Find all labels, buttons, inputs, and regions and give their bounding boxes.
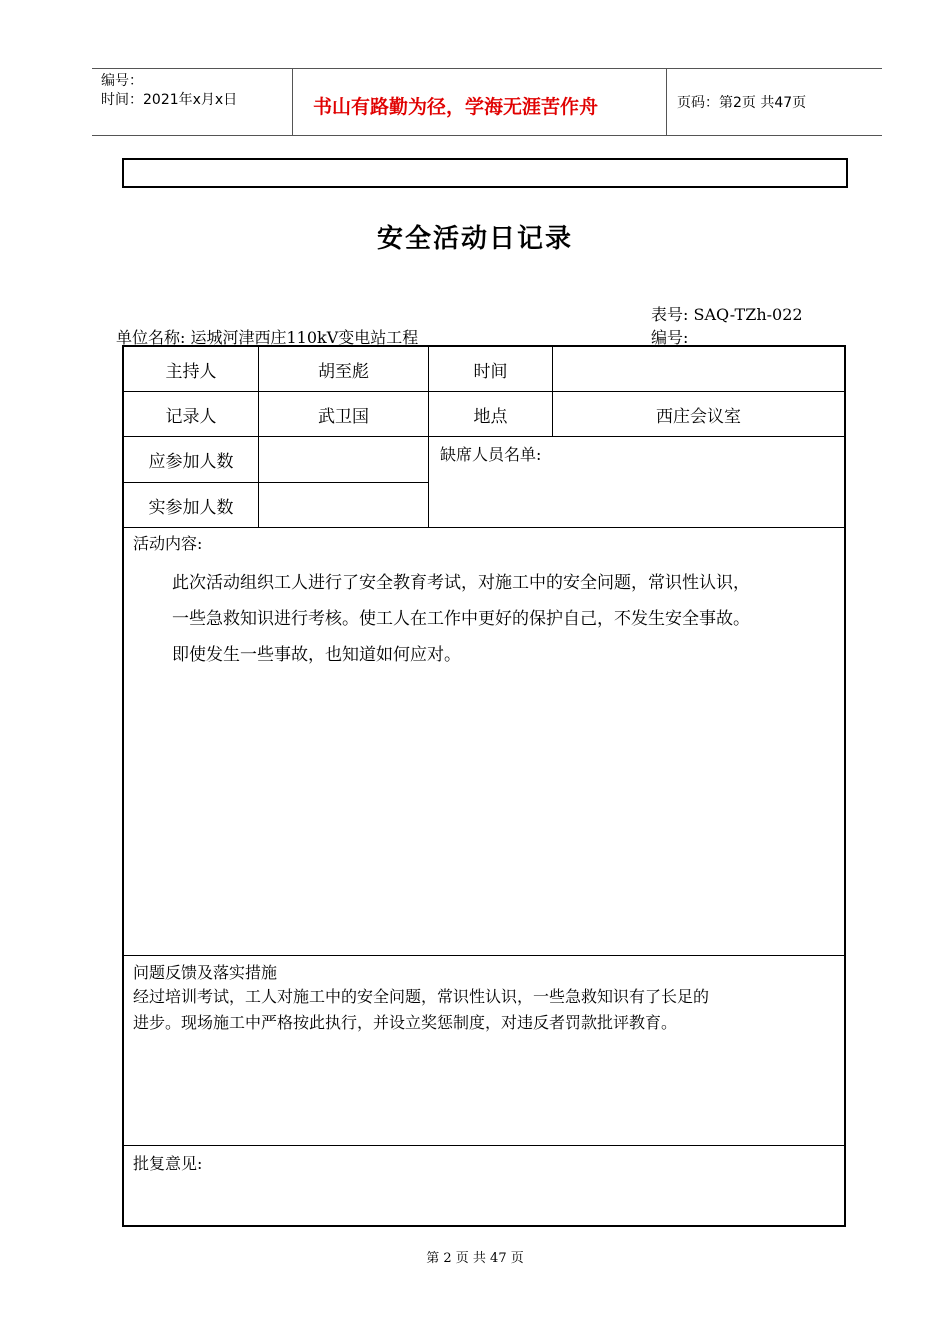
header-time-label: 时间：2021年x月x日	[101, 92, 238, 108]
activity-content-line-2: 一些急救知识进行考核。使工人在工作中更好的保护自己，不发生安全事故。	[172, 609, 750, 629]
feedback-label: 问题反馈及落实措施	[133, 963, 278, 982]
recorder-value[interactable]: 武卫国	[318, 406, 369, 427]
row-line-5	[124, 955, 844, 956]
header-number-label: 编号：	[101, 73, 143, 89]
header-top-rule	[92, 68, 882, 69]
header-divider-2	[666, 69, 667, 136]
feedback-line-1: 经过培训考试，工人对施工中的安全问题，常识性认识，一些急救知识有了长足的	[133, 987, 710, 1006]
host-value[interactable]: 胡至彪	[318, 361, 369, 382]
header-divider-1	[292, 69, 293, 136]
absent-list-label: 缺席人员名单:	[440, 445, 542, 464]
approval-label: 批复意见:	[133, 1154, 203, 1173]
activity-record-form	[122, 345, 846, 1227]
document-title: 安全活动日记录	[376, 224, 573, 254]
expected-attendees-value[interactable]	[259, 437, 428, 482]
recorder-label: 记录人	[165, 406, 217, 427]
location-label: 地点	[473, 406, 508, 427]
serial-number-label: 编号:	[651, 328, 689, 347]
header-bottom-rule	[92, 135, 882, 136]
row-line-4	[124, 527, 844, 528]
time-value[interactable]	[553, 347, 844, 391]
location-value[interactable]: 西庄会议室	[656, 406, 741, 427]
actual-attendees-label: 实参加人数	[148, 497, 234, 518]
activity-content-label: 活动内容:	[133, 534, 203, 553]
activity-content-line-1: 此次活动组织工人进行了安全教育考试，对施工中的安全问题，常识性认识，	[172, 573, 750, 593]
activity-content-line-3: 即使发生一些事故，也知道如何应对。	[172, 645, 461, 665]
actual-attendees-value[interactable]	[259, 483, 428, 527]
header-motto: 书山有路勤为径，学海无涯苦作舟	[313, 96, 599, 118]
feedback-line-2: 进步。现场施工中严格按此执行，并设立奖惩制度，对违反者罚款批评教育。	[133, 1013, 678, 1032]
time-label: 时间	[473, 361, 508, 382]
form-number: 表号: SAQ-TZh-022	[651, 305, 803, 324]
expected-attendees-label: 应参加人数	[148, 452, 234, 472]
page-footer: 第 2 页 共 47 页	[426, 1251, 524, 1266]
unit-name: 单位名称: 运城河津西庄110kV变电站工程	[116, 328, 419, 347]
row-line-6	[124, 1145, 844, 1146]
header-page-info: 页码：第2页 共47页	[677, 95, 807, 111]
top-empty-box	[122, 158, 848, 188]
host-label: 主持人	[165, 361, 217, 382]
